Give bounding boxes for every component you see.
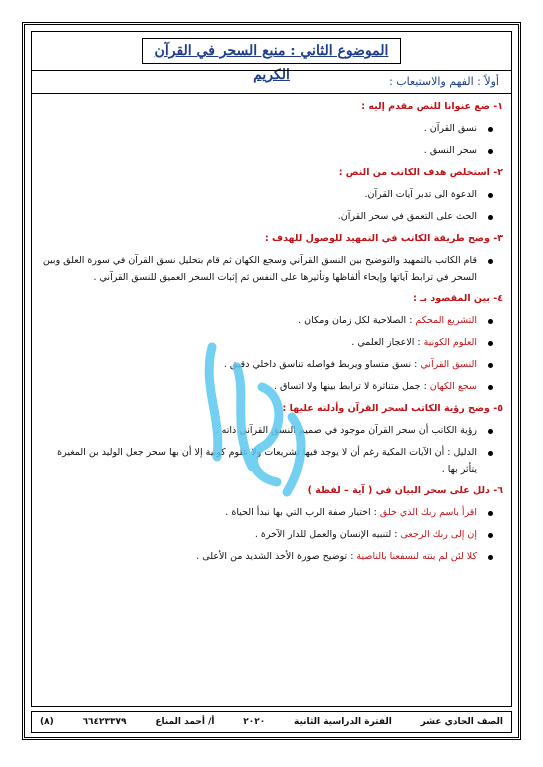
term: النسق القرآني bbox=[420, 359, 477, 370]
answer-item bbox=[40, 548, 477, 566]
answer-item bbox=[40, 504, 477, 522]
question-6: ٦- دلل على سحر البيان في ( آية – لفظة ) bbox=[307, 485, 503, 496]
page-title: الموضوع الثاني : منبع السحر في القرآن الكريم bbox=[142, 38, 401, 64]
answer-item bbox=[40, 526, 477, 544]
term: العلوم الكونية bbox=[423, 337, 477, 348]
question-3: ٣- وضح طريقة الكاتب في التمهيد للوصول للهدف : bbox=[264, 233, 503, 244]
answer-item: قام الكاتب بالتمهيد والتوضيح بين النسق القرآني وسجع الكهان ثم قام بتحليل نسق القرآن في سورة العلق وبين السحر في ترابط آياتها وإيحاء ألفاظها وتأثيرها على النفس ثم إثبات السحر العميق للنسق القرآني . bbox=[40, 252, 477, 286]
explanation: : اختيار صفة الرب التي بها نبدأ الحياة . bbox=[225, 507, 380, 518]
answer-item: الدليل : أن الآيات المكية رغم أن لا يوجد فيها تشريعات ولا علوم كونية إلا أن بها سحر جعل الوليد بن المغيرة يتأثر بها . bbox=[40, 444, 477, 478]
page-footer bbox=[31, 711, 512, 733]
question-2: ٢- استخلص هدف الكاتب من النص : bbox=[338, 167, 503, 178]
explanation: : لتنبيه الإنسان والعمل للدار الآخرة . bbox=[254, 529, 401, 540]
definition: : الصلاحية لكل زمان ومكان . bbox=[298, 315, 416, 326]
question-5: ٥- وضح رؤية الكاتب لسحر القرآن وأدلته عليها : bbox=[282, 403, 503, 414]
answer-item bbox=[40, 334, 477, 352]
answer-item bbox=[40, 378, 477, 396]
definition: : الاعجاز العلمي . bbox=[351, 337, 424, 348]
definition: : جمل متناثرة لا ترابط بينها ولا اتساق . bbox=[273, 381, 430, 392]
answers-1 bbox=[40, 120, 503, 160]
answers-5 bbox=[40, 422, 503, 478]
answer-item: رؤية الكاتب أن سحر القرآن موجود في صميم النسق القرآني ذاته . bbox=[40, 422, 477, 440]
explanation: : توضيح صورة الأخذ الشديد من الأعلى . bbox=[196, 551, 357, 562]
answers-6 bbox=[40, 504, 503, 566]
answers-2 bbox=[40, 186, 503, 226]
term: سجع الكهان bbox=[429, 381, 477, 392]
answer-item bbox=[40, 312, 477, 330]
term: التشريع المحكم bbox=[415, 315, 477, 326]
answer-item: سحر النسق . bbox=[40, 142, 477, 160]
grade-label: الصف الحادي عشر bbox=[420, 717, 503, 727]
answer-item: نسق القرآن . bbox=[40, 120, 477, 138]
page-number: (٨) bbox=[40, 717, 54, 727]
year-label: ٢٠٢٠ bbox=[243, 717, 266, 727]
content-frame bbox=[31, 31, 512, 707]
verse: إن إلى ربك الرجعى bbox=[400, 529, 477, 540]
answer-item bbox=[40, 356, 477, 374]
section-heading: أولاً : الفهم والاستيعاب : bbox=[32, 70, 511, 94]
answers-4 bbox=[40, 312, 503, 396]
verse: كلا لئن لم ينته لنسفعنا بالناصية bbox=[356, 551, 477, 562]
term-label: الفترة الدراسية الثانية bbox=[294, 717, 392, 727]
definition: : نسق متساو ويربط فواصله تناسق داخلي دقيق . bbox=[223, 359, 421, 370]
questions-list bbox=[40, 98, 503, 570]
worksheet-page bbox=[22, 22, 521, 740]
question-1: ١- ضع عنوانا للنص مقدم إليه : bbox=[361, 101, 503, 112]
teacher-name: أ/ أحمد المناع bbox=[155, 717, 215, 727]
answer-item: الدعوة الى تدبر آيات القرآن. bbox=[40, 186, 477, 204]
phone-number: ٦٦٤٢٣٣٧٩ bbox=[82, 717, 127, 727]
answers-3 bbox=[40, 252, 503, 286]
question-4: ٤- بين المقصود بـ : bbox=[413, 293, 503, 304]
answer-item: الحث على التعمق في سحر القرآن. bbox=[40, 208, 477, 226]
verse: اقرأ باسم ربك الذي خلق bbox=[379, 507, 477, 518]
